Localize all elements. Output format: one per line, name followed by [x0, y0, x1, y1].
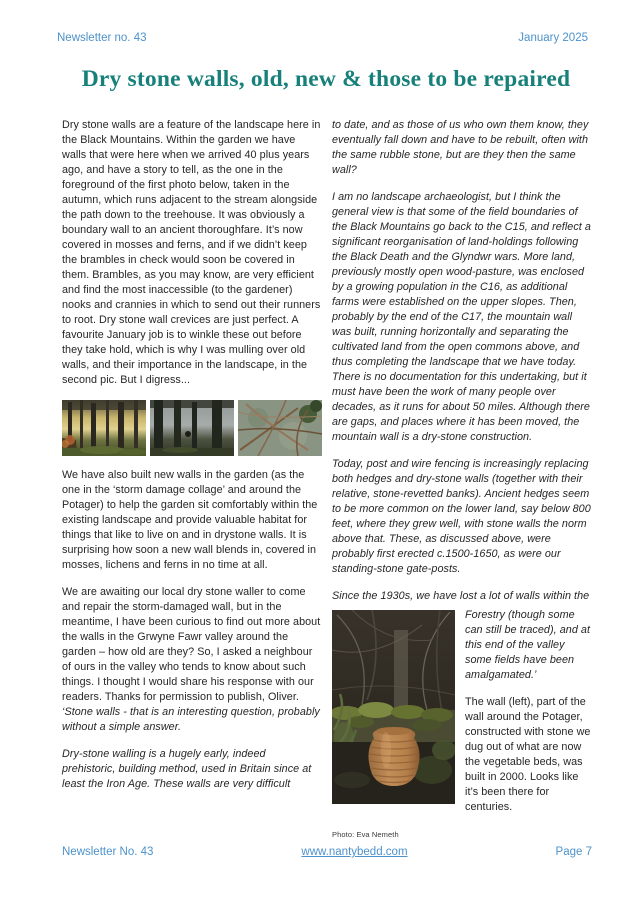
paragraph-waller-regular: We are awaiting our local dry stone waller to come and repair the storm-damaged wall, but in the meantime, I have been curious to find out more about the walls in the Grwyne Fawr valley around the garden – how old are they? So, I asked a neighbour of ours in the valley who tends to know about such things. I thought I would share his response with our readers. Thanks for permission to publish, Oliver.: [62, 586, 321, 703]
page-footer: [62, 846, 592, 858]
paragraph-new-walls: We have also built new walls in the garden (as the one in the ‘storm damage collage’ and around the Potager) to help the garden sit comfortably within the existing landscape and provide valuable habitat for things that like to live on and in drystone walls. It is surprising how soon a new wall blends in, covered in mosses, lichens and ferns in no time at all.: [62, 469, 318, 571]
page-title: Dry stone walls, old, new & those to be repaired: [81, 66, 571, 92]
footer-page-number: Page 7: [555, 846, 592, 858]
paragraph-waller: [62, 585, 322, 735]
page-header: [57, 32, 588, 44]
brambles-closeup-photo: [238, 400, 322, 456]
paragraph-since-1930s-intro: Since the 1930s, we have lost a lot of walls within the: [332, 590, 590, 602]
paragraph-drystone-history: Dry-stone walling is a hugely early, indeed prehistoric, building method, used in Britain since at least the Iron Age. These walls are very difficult: [62, 748, 312, 790]
paragraph-archaeology: I am no landscape archaeologist, but I think the general view is that some of the field boundaries of the Black Mountains go back to the C15, and reflect a significant reorganisation of land-holdings following the Black Death and the Glyndwr wars. More land, previously mostly open wood-pasture, was enclosed by a growing population in the C16, as additional farms were established on the upper slopes. Then, probably by the end of the C17, the mountain wall was built, running horizontally and separating the cultivated land from the open commons above, and thus completing the landscape that we have today. There is no documentation for this undertaking, but it must have been the work of many people over decades, as it runs for about 50 miles. Although there are gaps, and places where it has been moved, the mountain wall is a dry-stone construction.: [332, 191, 591, 443]
wall-photo-block: [332, 608, 592, 842]
dark-woodland-photo: [150, 400, 234, 456]
paragraph-since-1930s-wrap: Forestry (though some can still be traced), and at this end of the valley some fields have been amalgamated.’: [465, 609, 591, 681]
footer-website-link[interactable]: www.nantybedd.com: [301, 846, 408, 858]
paragraph-fencing: Today, post and wire fencing is increasingly replacing both hedges and dry-stone walls (together with their relative, stone-revetted banks). Ancient hedges seem to be more common on the lower land, say below 800 feet, where they grew well, with stone walls the norm above that. These, as discussed above, were probably first erected c.1500-1650, as were our standing-stone gate-posts.: [332, 458, 591, 575]
paragraph-to-date: to date, and as those of us who own them know, they eventually fall down and have to be rebuilt, often with the same rubble stone, but are they then the same wall?: [332, 119, 589, 176]
autumn-woodland-wall-photo: [62, 400, 146, 456]
paragraph-intro: Dry stone walls are a feature of the landscape here in the Black Mountains. Within the garden we have walls that were here when we arrived 40 plus years ago, and have a story to tell, as the one in the foreground of the first photo below, taken in the autumn, which runs adjacent to the stream alongside the path down to the treehouse. It was obviously a boundary wall to an ancient thoroughfare. It’s now covered in mosses and ferns, and if we didn’t keep the brambles in check would soon be covered in them. Brambles, as you may know, are very efficient and find the most inaccessible (to the gardener) nooks and crannies in which to send out their runners to root. Dry stone wall crevices are just perfect. A favourite January job is to winkle these out before they take hold, which is why I was mulling over old walls, and their importance in the landscape, in the second pic. But I digress...: [62, 119, 321, 386]
paragraph-wall-left: The wall (left), part of the wall around the Potager, constructed with stone we dug out of what are now the vegetable beds, was built in 2000. Looks like it’s been there for centuries.: [465, 696, 591, 813]
header-newsletter-number: Newsletter no. 43: [57, 32, 147, 44]
right-column: [332, 118, 592, 842]
photo-strip: [62, 400, 322, 456]
footer-newsletter-number: Newsletter No. 43: [62, 846, 154, 858]
header-date: January 2025: [518, 32, 588, 44]
potager-wall-photo: [332, 610, 455, 804]
paragraph-waller-quote: ‘Stone walls - that is an interesting question, probably without a simple answer.: [62, 706, 320, 733]
left-column: [62, 118, 322, 804]
photo-credit: Photo: Eva Nemeth: [332, 830, 399, 839]
